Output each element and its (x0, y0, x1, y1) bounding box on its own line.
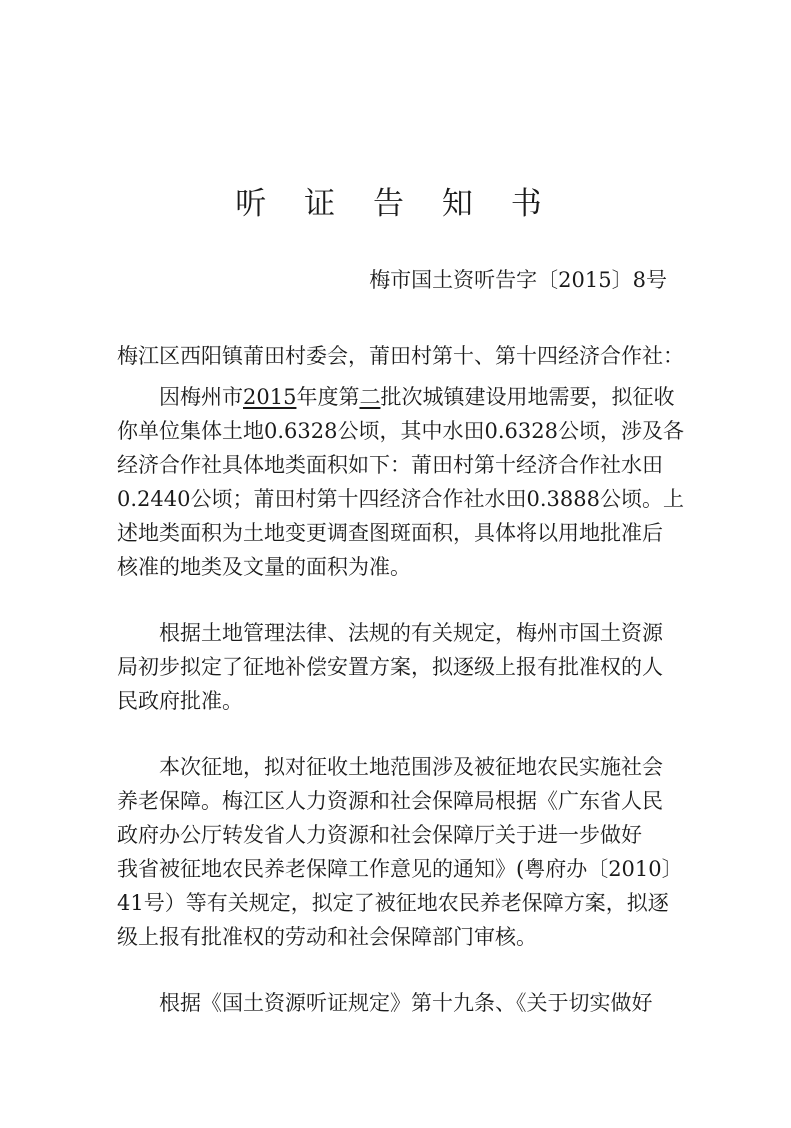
paragraph-line: 根据《国土资源听证规定》第十九条、《关于切实做好 (159, 991, 653, 1015)
document-title: 听 证 告 知 书 (235, 186, 556, 222)
paragraph-line: 经济合作社具体地类面积如下：莆田村第十经济合作社水田 (117, 453, 663, 477)
paragraph-line: 41号）等有关规定，拟定了被征地农民养老保障方案，拟逐 (117, 891, 669, 915)
paragraph-line (159, 380, 674, 414)
paragraph-line: 局初步拟定了征地补偿安置方案，拟逐级上报有批准权的人 (117, 655, 663, 679)
paragraph-line: 我省被征地农民养老保障工作意见的通知》(粤府办〔2010〕 (117, 857, 683, 881)
document-number: 梅市国土资听告字〔2015〕8号 (369, 268, 667, 292)
paragraph-line: 养老保障。梅江区人力资源和社会保障局根据《广东省人民 (117, 789, 663, 813)
paragraph-line: 本次征地，拟对征收土地范围涉及被征地农民实施社会 (159, 755, 663, 779)
paragraph-line: 民政府批准。 (117, 689, 243, 713)
year-underlined: 2015 (243, 385, 297, 409)
recipient-line: 梅江区西阳镇莆田村委会，莆田村第十、第十四经济合作社： (117, 344, 684, 368)
text-span: 年度第 (296, 385, 360, 409)
paragraph-line: 政府办公厅转发省人力资源和社会保障厅关于进一步做好 (117, 823, 642, 847)
paragraph-line: 级上报有批准权的劳动和社会保障部门审核。 (117, 925, 537, 949)
paragraph-line: 核准的地类及文量的面积为准。 (117, 555, 411, 579)
paragraph-line: 你单位集体土地0.6328公顷，其中水田0.6328公顷，涉及各 (117, 419, 684, 443)
paragraph-line: 述地类面积为土地变更调查图斑面积，具体将以用地批准后 (117, 521, 663, 545)
text-span: 因梅州市 (159, 385, 243, 409)
batch-underlined: 二 (359, 385, 381, 409)
text-span: 批次城镇建设用地需要，拟征收 (380, 385, 675, 409)
paragraph-line: 0.2440公顷；莆田村第十四经济合作社水田0.3888公顷。上 (117, 487, 684, 511)
paragraph-line: 根据土地管理法律、法规的有关规定，梅州市国土资源 (159, 621, 663, 645)
